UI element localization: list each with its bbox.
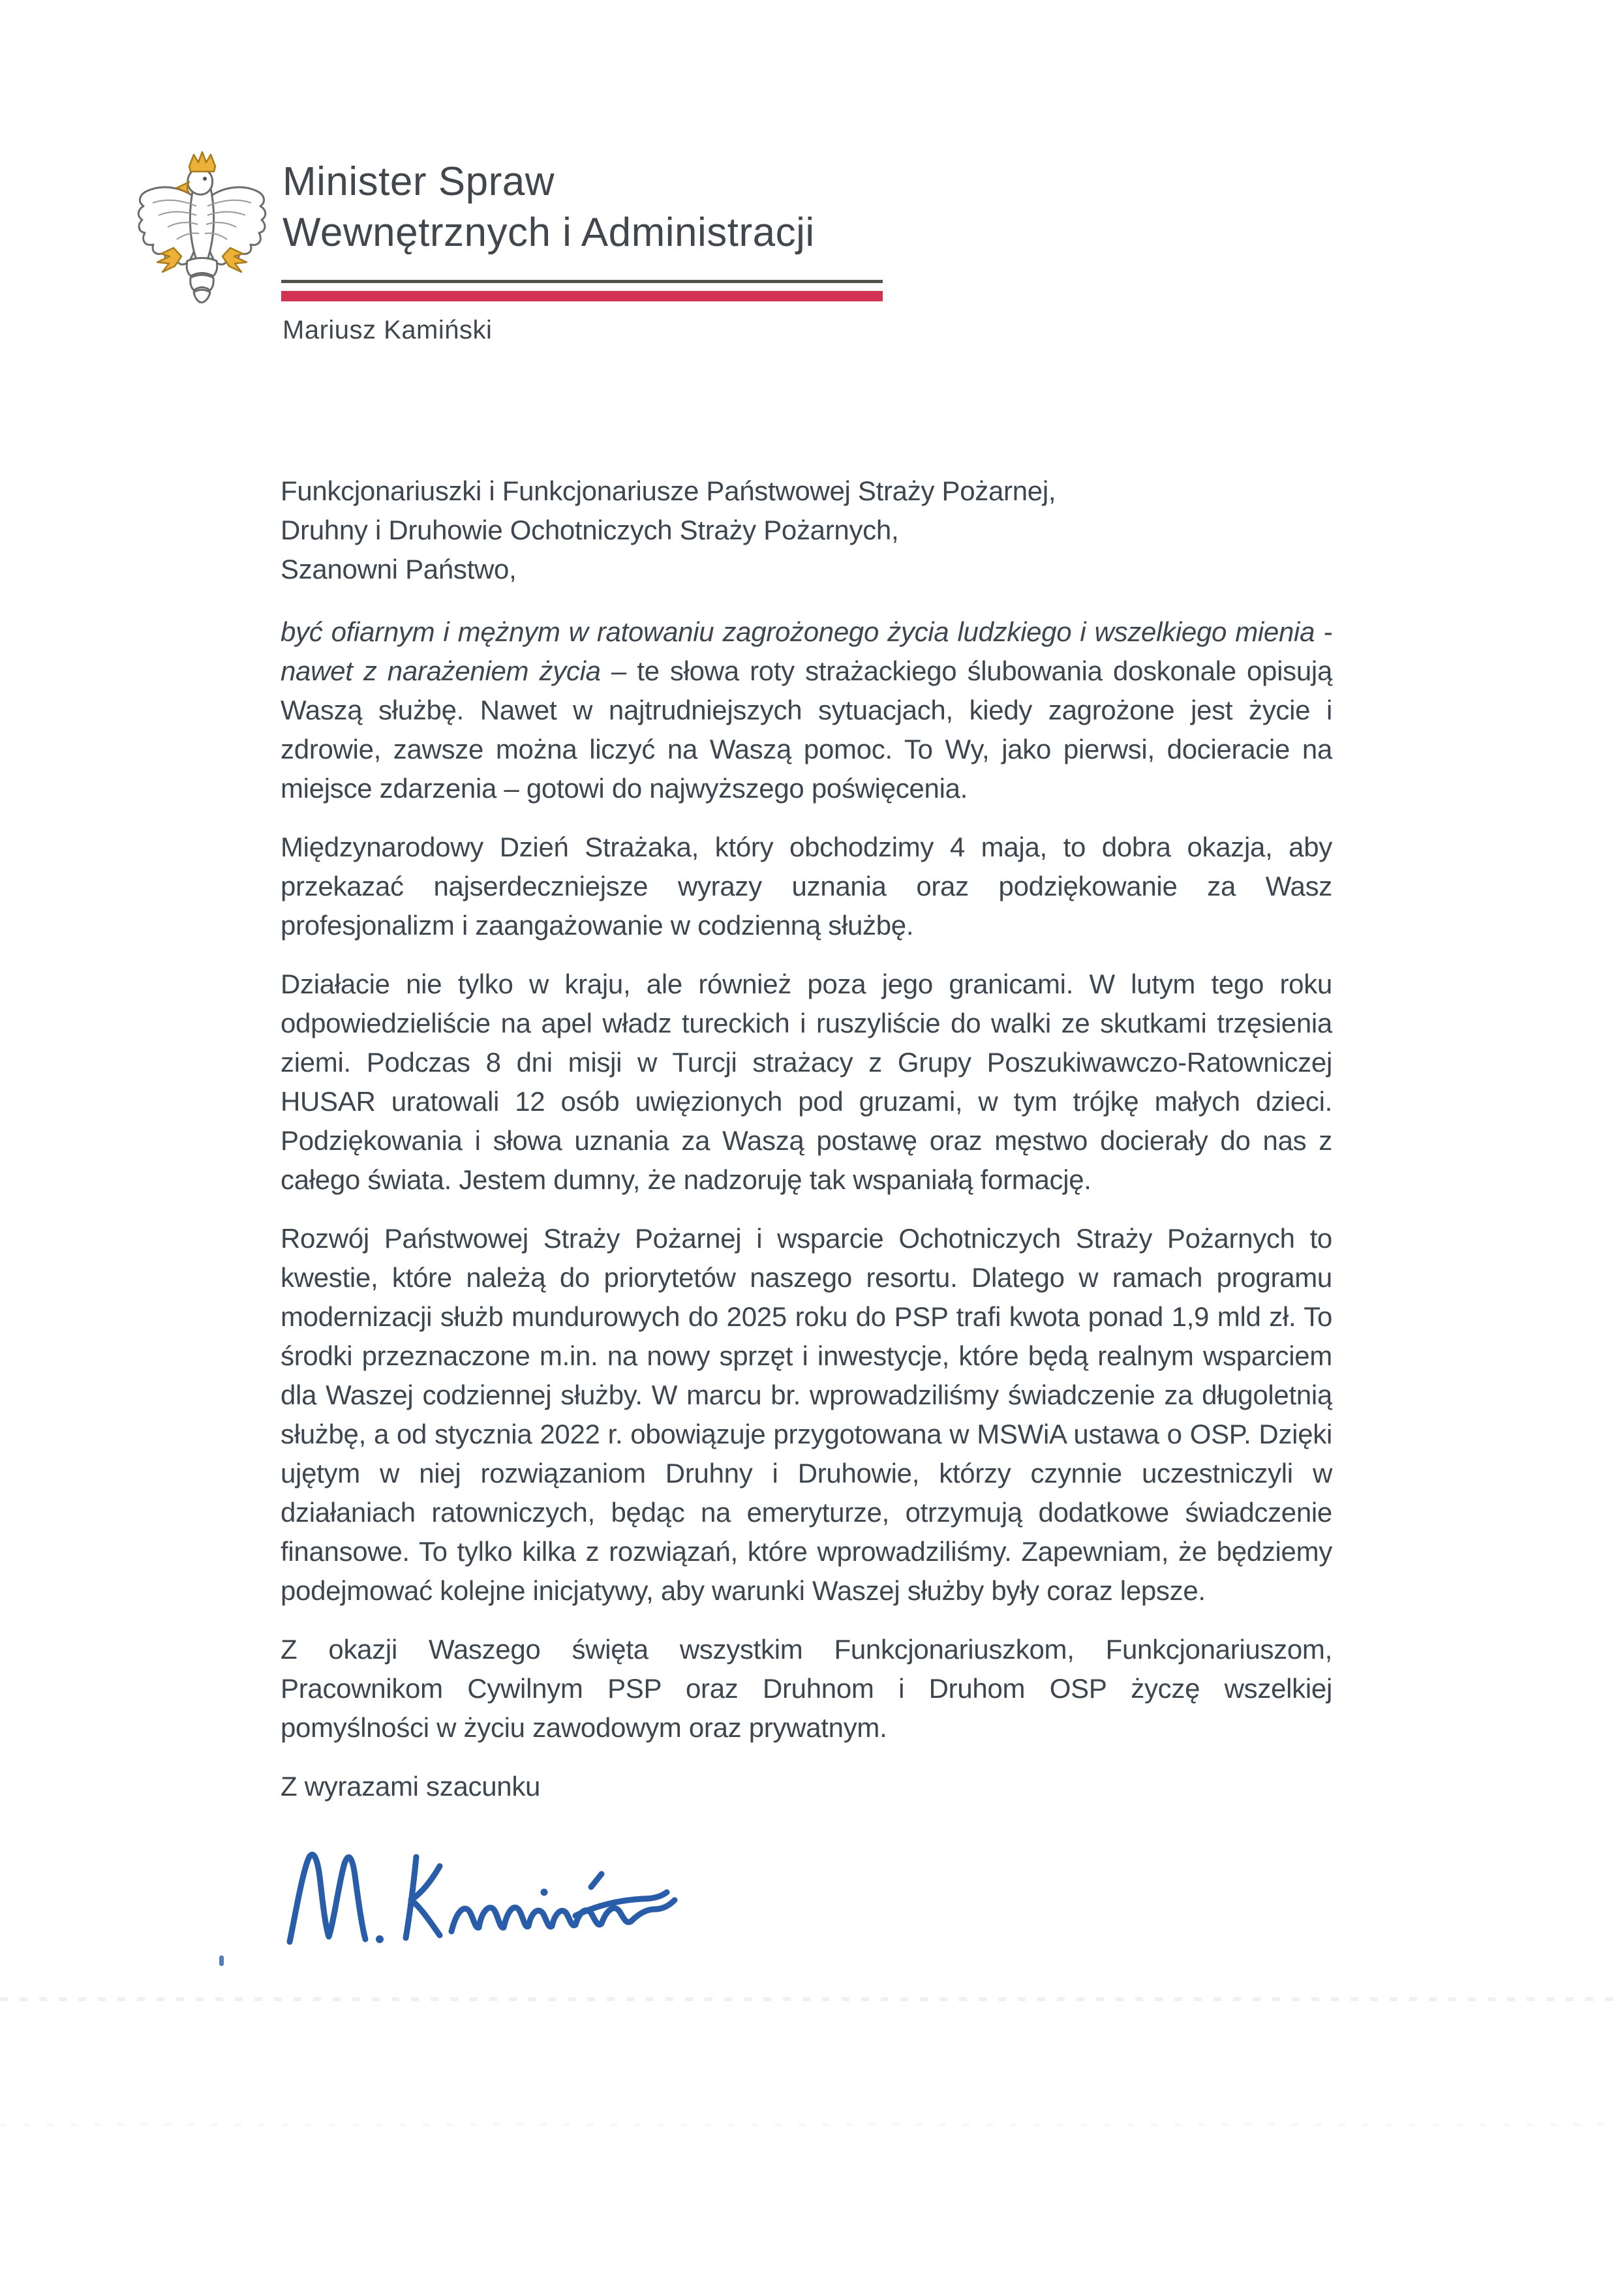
salutation-line: Funkcjonariuszki i Funkcjonariusze Państwowej Straży Pożarnej,: [281, 476, 1056, 506]
salutation: [281, 472, 1332, 589]
polish-eagle-emblem-icon: [132, 150, 272, 303]
divider-dark-line: [281, 280, 883, 283]
ministry-title-line1: Minister Spraw: [282, 159, 555, 204]
paragraph-modernization: Rozwój Państwowej Straży Pożarnej i wsparcie Ochotniczych Straży Pożarnych to kwestie, które należą do priorytetów naszego resortu. Dlatego w ramach programu modernizacji służb mundurowych do 2025 roku do PSP trafi kwota ponad 1,9 mld zł. To środki przeznaczone m.in. na nowy sprzęt i inwestycje, które będą realnym wsparciem dla Waszej codziennej służby. W marcu br. wprowadziliśmy świadczenie za długoletnią służbę, a od stycznia 2022 r. obowiązuje przygotowana w MSWiA ustawa o OSP. Dzięki ujętym w niej rozwiązaniom Druhny i Druhowie, którzy czynnie uczestniczyli w działaniach ratowniczych, będąc na emeryturze, otrzymują dodatkowe świadczenie finansowe. To tylko kilka z rozwiązań, które wprowadziliśmy. Zapewniam, że będziemy podejmować kolejne inicjatywy, aby warunki Waszej służby były coraz lepsze.: [281, 1223, 1332, 1606]
paragraph-wishes: Z okazji Waszego święta wszystkim Funkcjonariuszkom, Funkcjonariuszom, Pracownikom Cywilnym PSP oraz Druhnom i Druhom OSP życzę wszelkiej pomyślności w życiu zawodowym oraz prywatnym.: [281, 1634, 1332, 1743]
divider-red-line: [281, 291, 883, 301]
ministry-title: [282, 157, 815, 258]
letter-body: [281, 472, 1332, 1959]
ink-fleck-artifact: [219, 1956, 224, 1966]
salutation-line: Szanowni Państwo,: [281, 554, 517, 584]
scan-artifact-band: [0, 2123, 1618, 2126]
ministry-title-line2: Wewnętrznych i Administracji: [282, 210, 815, 255]
handwritten-signature: [281, 1828, 698, 1959]
oath-paragraph-rest: – te słowa roty strażackiego ślubowania doskonale opisują Waszą służbę. Nawet w najtrudniejszych sytuacjach, kiedy zagrożone jest życie i zdrowie, zawsze można liczyć na Waszą pomoc. To Wy, jako pierwsi, docieracie na miejsce zdarzenia – gotowi do najwyższego poświęcenia.: [281, 656, 1332, 804]
salutation-line: Druhny i Druhowie Ochotniczych Straży Pożarnych,: [281, 515, 899, 545]
minister-name: Mariusz Kamiński: [282, 316, 493, 344]
paragraph-firefighters-day: Międzynarodowy Dzień Strażaka, który obchodzimy 4 maja, to dobra okazja, aby przekazać najserdeczniejsze wyrazy uznania oraz podziękowanie za Wasz profesjonalizm i zaangażowanie w codzienną służbę.: [281, 832, 1332, 941]
paragraph-turkey-mission: Działacie nie tylko w kraju, ale również poza jego granicami. W lutym tego roku odpowiedzieliście na apel władz tureckich i ruszyliście do walki ze skutkami trzęsienia ziemi. Podczas 8 dni misji w Turcji strażacy z Grupy Poszukiwawczo-Ratowniczej HUSAR uratowali 12 osób uwięzionych pod gruzami, w tym trójkę małych dzieci. Podziękowania i słowa uznania za Waszą postawę oraz męstwo docierały do nas z całego świata. Jestem dumny, że nadzoruję tak wspaniałą formację.: [281, 969, 1332, 1195]
closing-line: Z wyrazami szacunku: [281, 1771, 541, 1802]
scan-artifact-band: [0, 1997, 1618, 2001]
paragraph-oath: [281, 612, 1332, 808]
oath-quote-italic: być ofiarnym i mężnym w ratowaniu zagrożonego życia ludzkiego i wszelkiego mienia - nawet z narażeniem życia: [281, 616, 1332, 686]
